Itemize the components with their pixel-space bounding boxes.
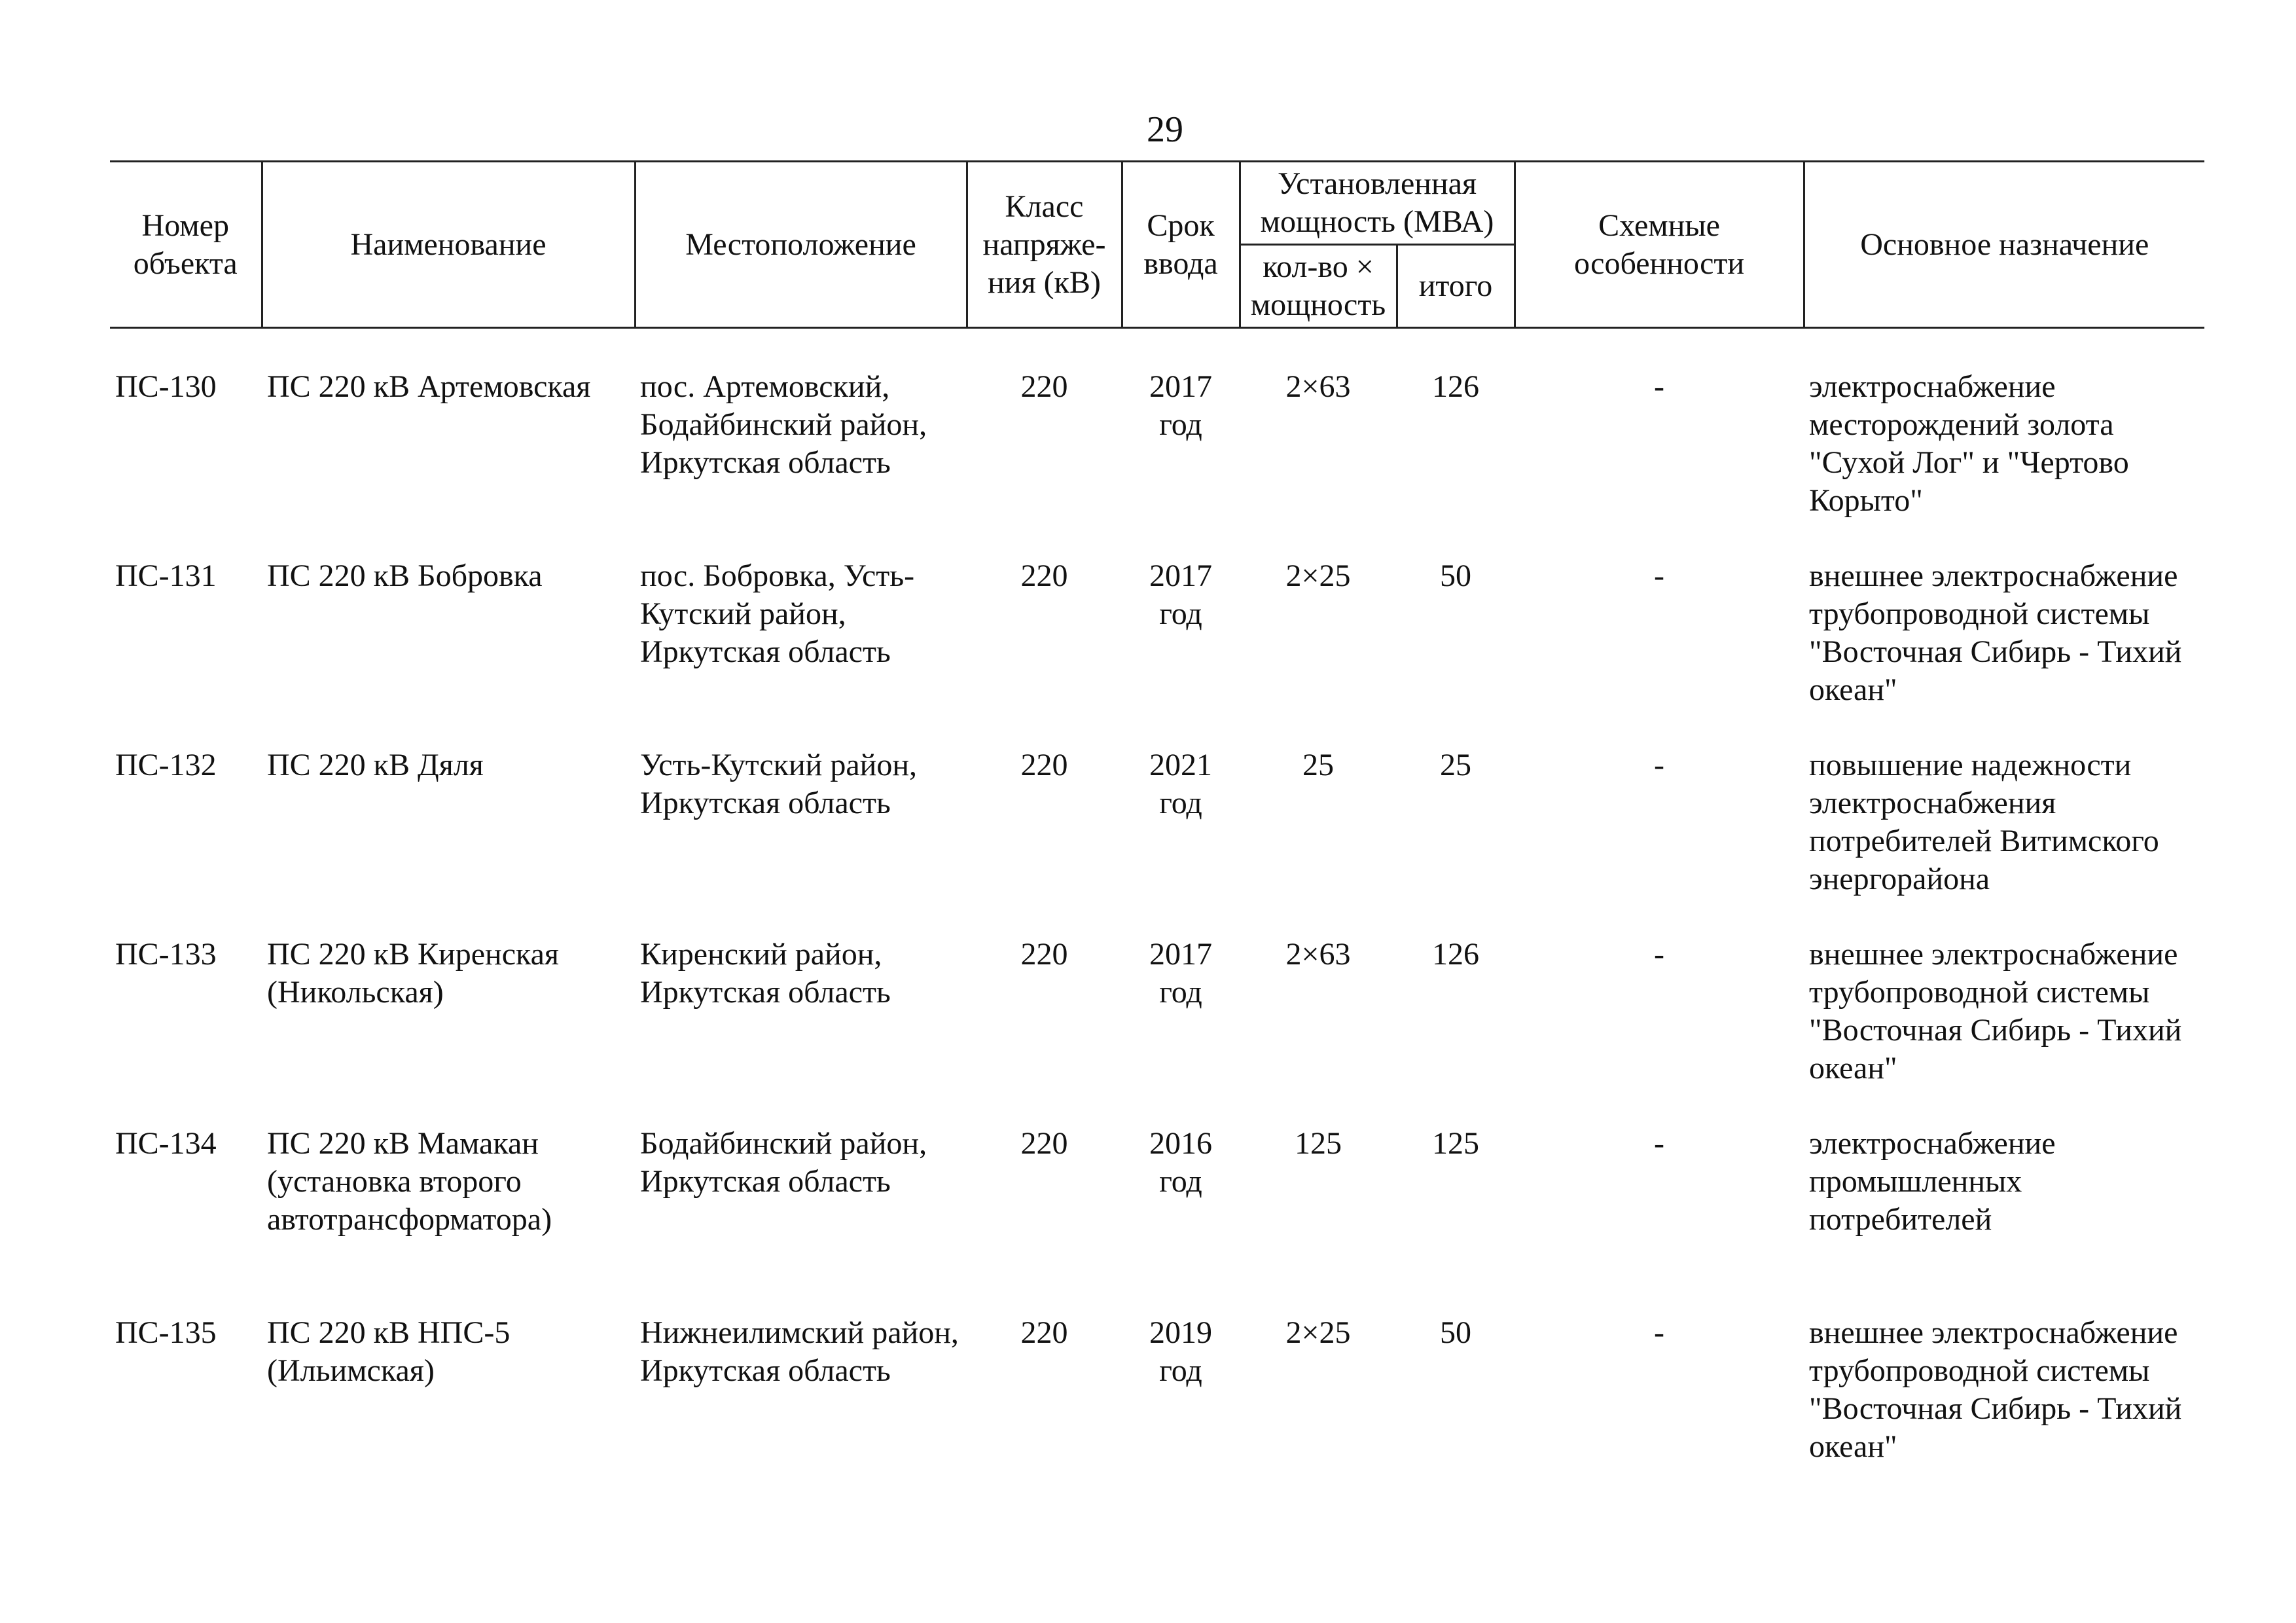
cell-year: 2016 год	[1149, 1126, 1212, 1199]
cell-units: 2×63	[1285, 369, 1351, 404]
header-capacity-group: Установленная мощность (МВА)	[1240, 162, 1515, 245]
cell-units: 25	[1302, 748, 1334, 782]
table-body	[110, 328, 2204, 1485]
cell-purpose: внешнее электроснабжение трубопроводной системы "Восточная Сибирь - Тихий океан"	[1809, 937, 2182, 1085]
cell-name: ПС 220 кВ Бобровка	[267, 558, 543, 593]
cell-location: пос. Артемовский, Бодайбинский район, Иркутская область	[640, 369, 927, 480]
cell-name: ПС 220 кВ Мамакан (установка второго автотрансформатора)	[267, 1126, 552, 1237]
cell-scheme: -	[1654, 937, 1664, 972]
cell-units: 2×63	[1285, 937, 1351, 972]
table-header	[110, 162, 2204, 328]
cell-total: 125	[1432, 1126, 1479, 1161]
cell-location: Бодайбинский район, Иркутская область	[640, 1126, 927, 1199]
cell-location: пос. Бобровка, Усть-Кутский район, Иркутская область	[640, 558, 915, 669]
cell-number: ПС-135	[115, 1315, 217, 1350]
header-location: Местоположение	[635, 162, 967, 328]
header-purpose: Основное назначение	[1804, 162, 2204, 328]
cell-location: Киренский район, Иркутская область	[640, 937, 891, 1010]
cell-name: ПС 220 кВ Киренская (Никольская)	[267, 937, 559, 1010]
cell-total: 50	[1440, 558, 1471, 593]
table-row	[110, 746, 2204, 936]
header-name: Наименование	[262, 162, 635, 328]
cell-purpose: повышение надежности электроснабжения потребителей Витимского энергорайона	[1809, 748, 2159, 896]
header-capacity-total: итого	[1397, 245, 1515, 328]
cell-units: 2×25	[1285, 1315, 1351, 1350]
cell-purpose: внешнее электроснабжение трубопроводной системы "Восточная Сибирь - Тихий океан"	[1809, 558, 2182, 707]
page-number: 29	[1147, 109, 1183, 150]
cell-year: 2019 год	[1149, 1315, 1212, 1388]
cell-voltage: 220	[1020, 1126, 1068, 1161]
cell-name: ПС 220 кВ Артемовская	[267, 369, 591, 404]
cell-name: ПС 220 кВ Дяля	[267, 748, 484, 782]
cell-year: 2021 год	[1149, 748, 1212, 820]
cell-number: ПС-134	[115, 1126, 217, 1161]
header-year: Срок ввода	[1122, 162, 1240, 328]
header-scheme: Схемные особенности	[1515, 162, 1804, 328]
table-row	[110, 1125, 2204, 1314]
header-number: Номер объекта	[110, 162, 262, 328]
cell-purpose: внешнее электроснабжение трубопроводной системы "Восточная Сибирь - Тихий океан"	[1809, 1315, 2182, 1464]
cell-location: Усть-Кутский район, Иркутская область	[640, 748, 918, 820]
cell-voltage: 220	[1020, 1315, 1068, 1350]
cell-year: 2017 год	[1149, 558, 1212, 631]
cell-name: ПС 220 кВ НПС-5 (Ильимская)	[267, 1315, 511, 1388]
table-row	[110, 557, 2204, 746]
cell-units: 125	[1295, 1126, 1342, 1161]
cell-voltage: 220	[1020, 748, 1068, 782]
header-voltage: Класс напряже-ния (кВ)	[967, 162, 1122, 328]
cell-location: Нижнеилимский район, Иркутская область	[640, 1315, 959, 1388]
cell-units: 2×25	[1285, 558, 1351, 593]
cell-scheme: -	[1654, 1126, 1664, 1161]
cell-purpose: электроснабжение промышленных потребителей	[1809, 1126, 2056, 1237]
cell-purpose: электроснабжение месторождений золота "Сухой Лог" и "Чертово Корыто"	[1809, 369, 2129, 518]
cell-year: 2017 год	[1149, 937, 1212, 1010]
cell-scheme: -	[1654, 748, 1664, 782]
cell-scheme: -	[1654, 558, 1664, 593]
table-row	[110, 936, 2204, 1125]
cell-total: 126	[1432, 369, 1479, 404]
cell-scheme: -	[1654, 1315, 1664, 1350]
table-row	[110, 1314, 2204, 1484]
cell-number: ПС-132	[115, 748, 217, 782]
header-capacity-units: кол-во × мощность	[1240, 245, 1397, 328]
table-row	[110, 328, 2204, 558]
cell-total: 126	[1432, 937, 1479, 972]
cell-voltage: 220	[1020, 937, 1068, 972]
cell-voltage: 220	[1020, 558, 1068, 593]
cell-voltage: 220	[1020, 369, 1068, 404]
substations-table	[110, 160, 2204, 1484]
cell-number: ПС-131	[115, 558, 217, 593]
cell-scheme: -	[1654, 369, 1664, 404]
cell-total: 25	[1440, 748, 1471, 782]
cell-total: 50	[1440, 1315, 1471, 1350]
cell-number: ПС-130	[115, 369, 217, 404]
cell-year: 2017 год	[1149, 369, 1212, 442]
cell-number: ПС-133	[115, 937, 217, 972]
